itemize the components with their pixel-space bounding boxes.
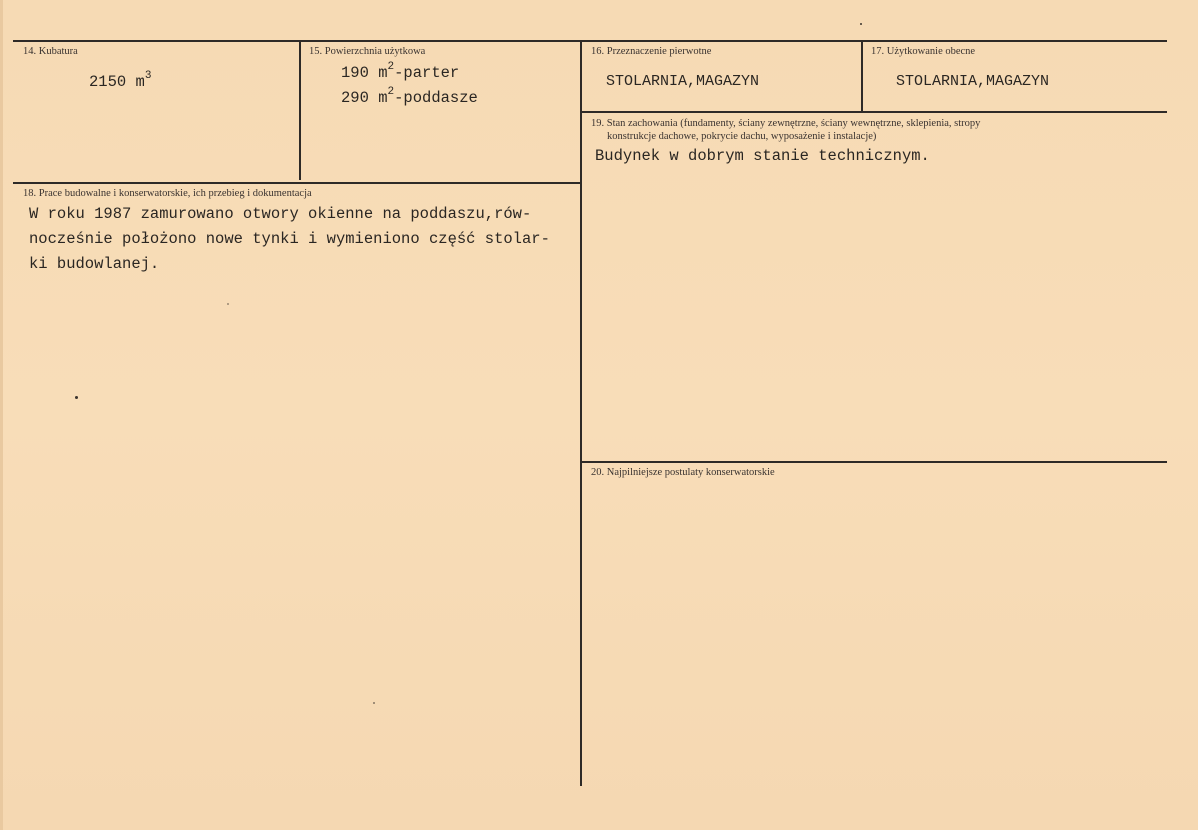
field-18-line-3: ki budowlanej. xyxy=(29,255,160,273)
area-attic-exponent: 2 xyxy=(387,86,395,98)
field-15-line-2 xyxy=(341,86,478,107)
top-rule xyxy=(13,40,1167,42)
field-18-line-2: nocześnie położono nowe tynki i wymieniono część stolar- xyxy=(29,230,550,248)
paper-speck xyxy=(75,396,78,399)
area-ground-exponent: 2 xyxy=(387,61,395,73)
field-17-value: STOLARNIA,MAGAZYN xyxy=(896,73,1050,90)
cubature-number: 2150 m xyxy=(89,73,145,91)
field-18-label: 18. Prace budowalne i konserwatorskie, ich przebieg i dokumentacja xyxy=(23,188,312,199)
paper-speck xyxy=(373,702,375,704)
divider-center xyxy=(580,42,582,786)
divider-16-17 xyxy=(861,42,863,112)
field-14-label: 14. Kubatura xyxy=(23,46,78,57)
rule-above-18 xyxy=(13,182,580,184)
field-19-value: Budynek w dobrym stanie technicznym. xyxy=(595,147,930,165)
area-attic-value: 290 m xyxy=(341,89,388,107)
field-16-value: STOLARNIA,MAGAZYN xyxy=(606,73,760,90)
area-ground-value: 190 m xyxy=(341,64,388,82)
field-15-label: 15. Powierzchnia użytkowa xyxy=(309,46,426,57)
divider-14-15 xyxy=(299,42,301,180)
paper-speck xyxy=(227,303,229,305)
field-14-value xyxy=(89,70,152,91)
area-ground-suffix: -parter xyxy=(394,64,460,82)
rule-below-16-17 xyxy=(582,111,1167,113)
paper-speck xyxy=(860,23,862,25)
field-19-label-line-2: konstrukcje dachowe, pokrycie dachu, wyposażenie i instalacje) xyxy=(607,131,877,142)
field-15-line-1 xyxy=(341,61,460,82)
cubature-unit-exponent: 3 xyxy=(144,70,152,82)
field-17-label: 17. Użytkowanie obecne xyxy=(871,46,976,57)
field-19-label-line-1: 19. Stan zachowania (fundamenty, ściany zewnętrzne, ściany wewnętrzne, sklepienia, stropy xyxy=(591,118,981,129)
area-attic-suffix: -poddasze xyxy=(394,89,478,107)
field-18-line-1: W roku 1987 zamurowano otwory okienne na poddaszu,rów- xyxy=(29,205,532,223)
field-20-label: 20. Najpilniejsze postulaty konserwatorskie xyxy=(591,467,775,478)
rule-above-20 xyxy=(582,461,1167,463)
field-16-label: 16. Przeznaczenie pierwotne xyxy=(591,46,712,57)
